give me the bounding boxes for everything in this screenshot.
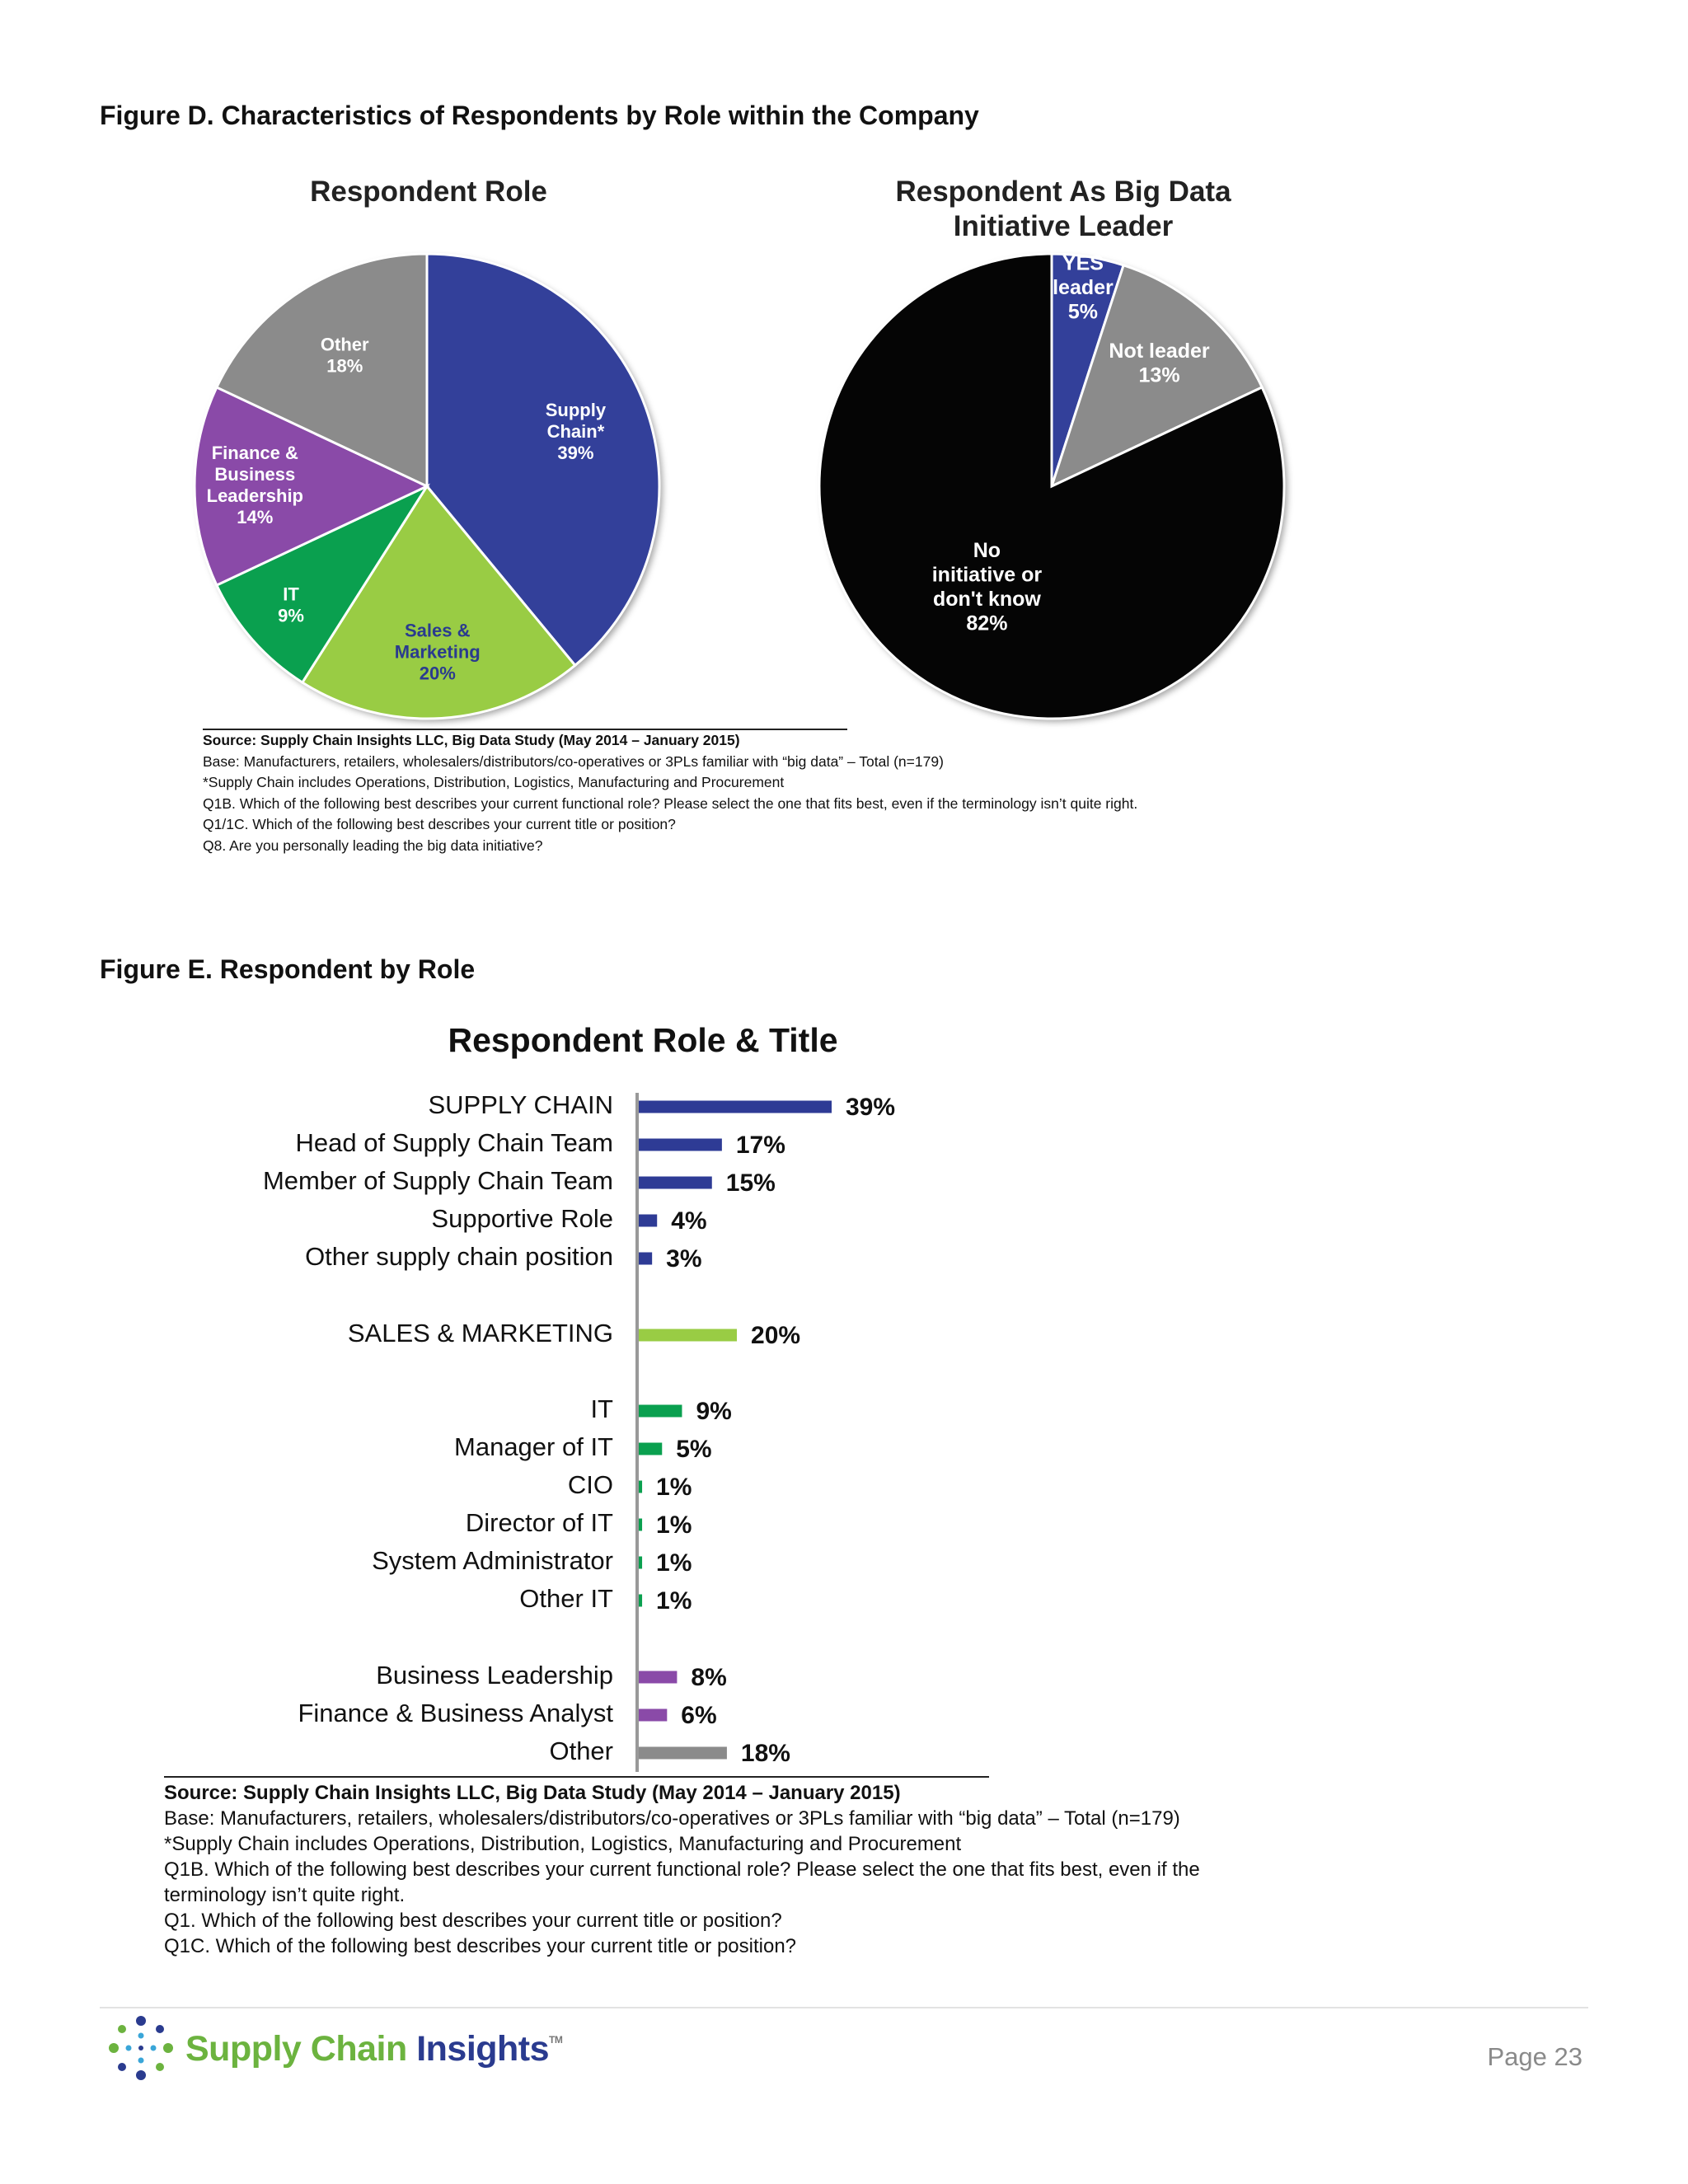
bar-category-label: Finance & Business Analyst — [298, 1699, 613, 1728]
bar-category-label: CIO — [567, 1470, 613, 1500]
pie-label-other: Other 18% — [320, 334, 369, 377]
bar-value-label: 1% — [656, 1473, 692, 1501]
bar-sales-marketing — [637, 1329, 737, 1342]
figure-e-note-line: Q1. Which of the following best describes your current title or position? — [164, 1910, 782, 1932]
bar-chart-title: Respondent Role & Title — [448, 1021, 838, 1059]
pie-role-title: Respondent Role — [310, 176, 547, 208]
bar-it — [637, 1405, 682, 1418]
bar-finance-business-analyst — [637, 1709, 667, 1722]
pie-leader-title: Respondent As Big Data Initiative Leader — [895, 176, 1231, 242]
bar-head-of-supply-chain-team — [637, 1139, 722, 1151]
bar-value-label: 5% — [676, 1435, 712, 1463]
bar-chart-role-title — [263, 1021, 895, 1772]
bar-category-label: Supportive Role — [431, 1204, 613, 1234]
bar-value-label: 17% — [735, 1131, 785, 1159]
bar-value-label: 18% — [740, 1739, 790, 1767]
figure-d-notes — [203, 730, 1357, 857]
figure-e-note-line: terminology isn’t quite right. — [164, 1884, 406, 1906]
pie-label-sales-marketing: Sales & Marketing 20% — [394, 620, 481, 684]
bar-supply-chain — [637, 1101, 832, 1113]
pie-label-no-initiative-or-don-t-know: No initiative or don't know 82% — [931, 539, 1043, 635]
bar-value-label: 9% — [696, 1397, 732, 1425]
bar-member-of-supply-chain-team — [637, 1177, 712, 1189]
bar-value-label: 3% — [666, 1244, 702, 1272]
pie-respondent-role — [195, 254, 659, 719]
logo-text-green: Supply Chain — [185, 2029, 407, 2069]
logo-tm: TM — [549, 2034, 563, 2046]
logo-dots-icon — [104, 2011, 178, 2085]
figure-e-note-line: Base: Manufacturers, retailers, wholesalers/distributors/co-operatives or 3PLs familiar with “big data” – Total (n=179) — [164, 1807, 1180, 1830]
pie-label-it: IT 9% — [278, 583, 304, 626]
pie-label-finance-business-leadership: Finance & Business Leadership 14% — [206, 442, 304, 527]
figure-d-title: Figure D. Characteristics of Respondents by Role within the Company — [100, 101, 979, 130]
bar-category-label: SUPPLY CHAIN — [428, 1090, 613, 1120]
figure-e-title: Figure E. Respondent by Role — [100, 954, 476, 984]
bar-category-label: Other supply chain position — [305, 1242, 613, 1272]
bar-category-label: Member of Supply Chain Team — [262, 1166, 613, 1196]
figure-e-notes-rule — [164, 1776, 989, 1778]
pie-label-yes-leader: YES leader 5% — [1053, 251, 1114, 324]
logo-text-blue: Insights — [416, 2029, 550, 2069]
bar-category-label: Manager of IT — [454, 1432, 613, 1462]
bar-category-label: Other IT — [519, 1584, 613, 1614]
bar-supportive-role — [637, 1215, 657, 1227]
figure-e-source: Source: Supply Chain Insights LLC, Big Data Study (May 2014 – January 2015) — [164, 1782, 901, 1804]
bar-manager-of-it — [637, 1443, 662, 1455]
figure-e-note-line: Q1C. Which of the following best describes your current title or position? — [164, 1935, 797, 1957]
bar-value-label: 15% — [725, 1169, 776, 1197]
footer-divider — [100, 2007, 1588, 2008]
figure-d-note-line: Q1B. Which of the following best describes your current functional role? Please select the one that fits best, even if the terminology isn’t quite right. — [203, 794, 1138, 812]
bar-business-leadership — [637, 1671, 677, 1684]
figure-e-notes — [164, 1780, 1318, 1959]
bar-category-label: Other — [549, 1736, 613, 1766]
figure-d-note-line: Base: Manufacturers, retailers, wholesalers/distributors/co-operatives or 3PLs familiar with “big data” – Total (n=179) — [203, 752, 944, 770]
pie-label-supply-chain: Supply Chain* 39% — [545, 399, 607, 463]
bar-value-label: 6% — [681, 1701, 717, 1729]
bar-category-label: SALES & MARKETING — [347, 1319, 613, 1348]
page-number: Page 23 — [1487, 2042, 1582, 2071]
bar-value-label: 39% — [846, 1093, 896, 1121]
bar-category-label: Director of IT — [465, 1508, 613, 1538]
bar-other — [637, 1747, 727, 1760]
bar-value-label: 8% — [691, 1663, 727, 1691]
bar-category-label: Head of Supply Chain Team — [295, 1128, 613, 1158]
bar-value-label: 4% — [671, 1207, 707, 1235]
bar-value-label: 1% — [656, 1511, 692, 1539]
bar-category-label: Business Leadership — [376, 1661, 613, 1690]
bar-category-label: IT — [590, 1394, 613, 1424]
bar-value-label: 1% — [656, 1549, 692, 1577]
figure-e-note-line: Q1B. Which of the following best describes your current functional role? Please select the one that fits best, even if the — [164, 1858, 1200, 1881]
bar-category-label: System Administrator — [372, 1546, 613, 1576]
figure-d-note-line: Q8. Are you personally leading the big data initiative? — [203, 837, 543, 854]
logo-wordmark — [185, 2029, 562, 2069]
bar-other-supply-chain-position — [637, 1253, 652, 1265]
pie-big-data-leader — [819, 252, 1284, 719]
figure-d-note-line: Q1/1C. Which of the following best describes your current title or position? — [203, 816, 676, 833]
figure-e-note-line: *Supply Chain includes Operations, Distribution, Logistics, Manufacturing and Procurement — [164, 1833, 962, 1855]
figure-d-source: Source: Supply Chain Insights LLC, Big Data Study (May 2014 – January 2015) — [203, 732, 740, 748]
pie-label-not-leader: Not leader 13% — [1109, 339, 1210, 387]
bar-value-label: 1% — [656, 1586, 692, 1615]
bar-value-label: 20% — [751, 1321, 801, 1349]
figure-d-note-line: *Supply Chain includes Operations, Distribution, Logistics, Manufacturing and Procurement — [203, 774, 785, 791]
